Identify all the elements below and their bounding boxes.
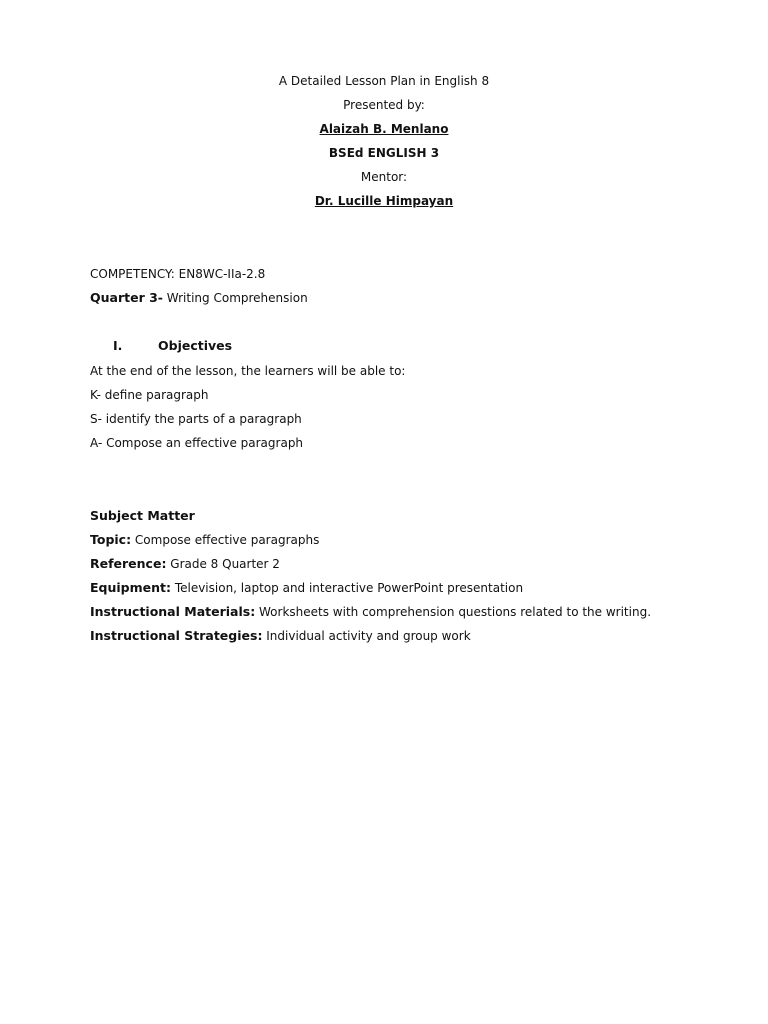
quarter-label: Quarter 3- — [90, 290, 163, 305]
objectives-lead: At the end of the lesson, the learners will be able to: — [90, 364, 406, 378]
document-title: A Detailed Lesson Plan in English 8 — [278, 74, 490, 88]
subject-row-topic — [90, 532, 319, 548]
objective-item-knowledge: K- define paragraph — [90, 388, 209, 402]
equipment-label: Equipment: — [90, 580, 171, 595]
presented-by-label: Presented by: — [343, 98, 425, 112]
competency-line: COMPETENCY: EN8WC-IIa-2.8 — [90, 267, 266, 281]
subject-row-reference — [90, 556, 280, 572]
objectives-heading: Objectives — [158, 338, 233, 353]
reference-label: Reference: — [90, 556, 167, 571]
materials-value: Worksheets with comprehension questions related to the writing. — [255, 605, 652, 619]
topic-value: Compose effective paragraphs — [131, 533, 320, 547]
materials-label: Instructional Materials: — [90, 604, 256, 619]
reference-value: Grade 8 Quarter 2 — [166, 557, 280, 571]
mentor-name: Dr. Lucille Himpayan — [314, 194, 454, 208]
strategies-label: Instructional Strategies: — [90, 628, 263, 643]
presenter-program: BSEd ENGLISH 3 — [328, 146, 440, 160]
objective-item-skill: S- identify the parts of a paragraph — [90, 412, 302, 426]
subject-matter-heading: Subject Matter — [90, 508, 195, 523]
presenter-name: Alaizah B. Menlano — [319, 122, 449, 136]
subject-row-equipment — [90, 580, 523, 596]
subject-row-strategies — [90, 628, 471, 644]
equipment-value: Television, laptop and interactive PowerPoint presentation — [171, 581, 524, 595]
subject-row-materials — [90, 604, 651, 620]
quarter-value: Writing Comprehension — [162, 291, 308, 305]
strategies-value: Individual activity and group work — [262, 629, 471, 643]
objective-item-attitude: A- Compose an effective paragraph — [90, 436, 304, 450]
mentor-label: Mentor: — [360, 170, 408, 184]
topic-label: Topic: — [90, 532, 132, 547]
objectives-numeral: I. — [113, 338, 123, 353]
quarter-line — [90, 290, 308, 306]
